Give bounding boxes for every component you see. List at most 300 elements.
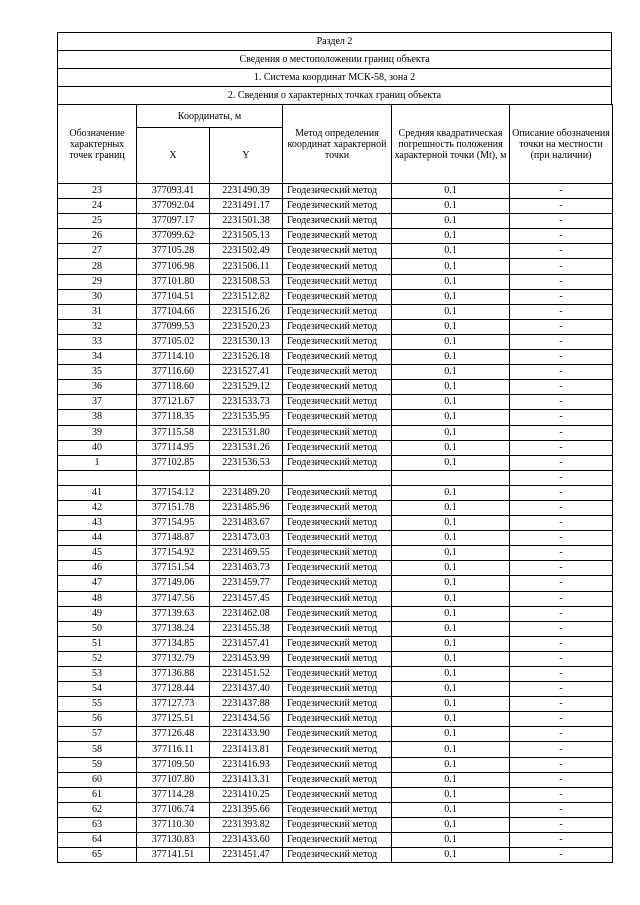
cell-point: 61 [58, 787, 137, 802]
points-title: 2. Сведения о характерных точках границ объекта [57, 86, 612, 104]
cell-method: Геодезический метод [283, 712, 392, 727]
cell-description: - [510, 259, 613, 274]
table-row [58, 470, 613, 485]
table-row [58, 531, 613, 546]
table-row [58, 500, 613, 515]
cell-y: 2231451.47 [210, 848, 283, 863]
cell-y: 2231433.60 [210, 833, 283, 848]
cell-point: 33 [58, 334, 137, 349]
cell-y: 2231512.82 [210, 289, 283, 304]
cell-y: 2231505.13 [210, 229, 283, 244]
cell-description: - [510, 651, 613, 666]
table-row [58, 802, 613, 817]
table-row [58, 410, 613, 425]
table-row [58, 304, 613, 319]
cell-y: 2231531.26 [210, 440, 283, 455]
cell-error: 0.1 [392, 380, 510, 395]
cell-description: - [510, 395, 613, 410]
cell-method: Геодезический метод [283, 742, 392, 757]
table-row [58, 184, 613, 199]
cell-x: 377154.92 [137, 546, 210, 561]
table-row [58, 380, 613, 395]
cell-description: - [510, 229, 613, 244]
table-row [58, 485, 613, 500]
cell-y [210, 470, 283, 485]
table-row [58, 833, 613, 848]
table-row [58, 229, 613, 244]
table-row [58, 757, 613, 772]
table-row [58, 561, 613, 576]
cell-description: - [510, 199, 613, 214]
cell-point: 46 [58, 561, 137, 576]
cell-method: Геодезический метод [283, 561, 392, 576]
cell-error: 0.1 [392, 727, 510, 742]
cell-x: 377118.35 [137, 410, 210, 425]
cell-method: Геодезический метод [283, 772, 392, 787]
cell-error: 0.1 [392, 410, 510, 425]
col-error: Средняя квадратическая погрешность положения характерной точки (Mt), м [392, 105, 510, 184]
cell-method: Геодезический метод [283, 636, 392, 651]
cell-error: 0.1 [392, 274, 510, 289]
cell-point: 57 [58, 727, 137, 742]
cell-description: - [510, 787, 613, 802]
cell-error: 0.1 [392, 561, 510, 576]
cell-method: Геодезический метод [283, 591, 392, 606]
cell-x: 377101.80 [137, 274, 210, 289]
cell-method: Геодезический метод [283, 576, 392, 591]
cell-method: Геодезический метод [283, 304, 392, 319]
cell-x: 377110.30 [137, 817, 210, 832]
table-row [58, 667, 613, 682]
cell-x: 377097.17 [137, 214, 210, 229]
cell-y: 2231462.08 [210, 606, 283, 621]
table-row [58, 848, 613, 863]
cell-point: 63 [58, 817, 137, 832]
cell-x: 377099.53 [137, 319, 210, 334]
cell-description: - [510, 289, 613, 304]
cell-method: Геодезический метод [283, 440, 392, 455]
cell-x: 377139.63 [137, 606, 210, 621]
cell-error: 0.1 [392, 576, 510, 591]
cell-x: 377154.12 [137, 485, 210, 500]
cell-point: 35 [58, 365, 137, 380]
cell-method: Геодезический метод [283, 274, 392, 289]
table-row [58, 697, 613, 712]
cell-description: - [510, 546, 613, 561]
table-row [58, 817, 613, 832]
cell-y: 2231473.03 [210, 531, 283, 546]
cell-error: 0.1 [392, 606, 510, 621]
cell-error: 0.1 [392, 531, 510, 546]
cell-method: Геодезический метод [283, 621, 392, 636]
table-row [58, 742, 613, 757]
cell-point: 26 [58, 229, 137, 244]
cell-x: 377115.58 [137, 425, 210, 440]
cell-description: - [510, 621, 613, 636]
cell-method: Геодезический метод [283, 259, 392, 274]
cell-error: 0.1 [392, 772, 510, 787]
cell-y: 2231463.73 [210, 561, 283, 576]
table-row [58, 425, 613, 440]
cell-x: 377154.95 [137, 516, 210, 531]
cell-point: 41 [58, 485, 137, 500]
cell-x [137, 470, 210, 485]
cell-description: - [510, 697, 613, 712]
table-row [58, 682, 613, 697]
col-description: Описание обозначения точки на местности (при наличии) [510, 105, 613, 184]
cell-y: 2231526.18 [210, 350, 283, 365]
table-row [58, 274, 613, 289]
cell-point: 39 [58, 425, 137, 440]
cell-x: 377114.95 [137, 440, 210, 455]
cell-point: 54 [58, 682, 137, 697]
cell-y: 2231531.80 [210, 425, 283, 440]
cell-error: 0.1 [392, 651, 510, 666]
cell-description: - [510, 410, 613, 425]
table-row [58, 636, 613, 651]
cell-description: - [510, 214, 613, 229]
cell-method: Геодезический метод [283, 319, 392, 334]
cell-point: 30 [58, 289, 137, 304]
cell-y: 2231527.41 [210, 365, 283, 380]
cell-point: 28 [58, 259, 137, 274]
cell-method: Геодезический метод [283, 667, 392, 682]
cell-point: 47 [58, 576, 137, 591]
cell-description: - [510, 455, 613, 470]
cell-method: Геодезический метод [283, 500, 392, 515]
cell-description: - [510, 470, 613, 485]
cell-error: 0.1 [392, 546, 510, 561]
col-x: X [137, 128, 210, 184]
cell-y: 2231410.25 [210, 787, 283, 802]
cell-x: 377149.06 [137, 576, 210, 591]
table-row [58, 334, 613, 349]
cell-description: - [510, 334, 613, 349]
cell-method: Геодезический метод [283, 697, 392, 712]
cell-error: 0.1 [392, 334, 510, 349]
cell-method: Геодезический метод [283, 229, 392, 244]
cell-error: 0.1 [392, 214, 510, 229]
cell-point: 31 [58, 304, 137, 319]
cell-error: 0.1 [392, 848, 510, 863]
cell-point: 45 [58, 546, 137, 561]
cell-error: 0.1 [392, 304, 510, 319]
cell-error: 0.1 [392, 395, 510, 410]
cell-description: - [510, 667, 613, 682]
cell-description: - [510, 712, 613, 727]
cell-method: Геодезический метод [283, 531, 392, 546]
cell-x: 377148.87 [137, 531, 210, 546]
cell-error: 0.1 [392, 787, 510, 802]
boundaries-title: Сведения о местоположении границ объекта [57, 50, 612, 68]
cell-method: Геодезический метод [283, 214, 392, 229]
cell-y: 2231433.90 [210, 727, 283, 742]
cell-description: - [510, 727, 613, 742]
col-y: Y [210, 128, 283, 184]
cell-point: 27 [58, 244, 137, 259]
table-row [58, 199, 613, 214]
cell-point: 59 [58, 757, 137, 772]
cell-point: 64 [58, 833, 137, 848]
cell-description: - [510, 500, 613, 515]
cell-y: 2231485.96 [210, 500, 283, 515]
table-row [58, 727, 613, 742]
cell-description: - [510, 319, 613, 334]
cell-x: 377127.73 [137, 697, 210, 712]
cell-y: 2231516.26 [210, 304, 283, 319]
table-row [58, 591, 613, 606]
cell-y: 2231491.17 [210, 199, 283, 214]
cell-description: - [510, 591, 613, 606]
cell-x: 377134.85 [137, 636, 210, 651]
cell-error: 0.1 [392, 184, 510, 199]
cell-description: - [510, 485, 613, 500]
cell-y: 2231434.56 [210, 712, 283, 727]
cell-point: 49 [58, 606, 137, 621]
table-row [58, 712, 613, 727]
cell-x: 377106.74 [137, 802, 210, 817]
table-row [58, 350, 613, 365]
cell-x: 377104.51 [137, 289, 210, 304]
col-coordinates: Координаты, м [137, 105, 283, 128]
coordinate-system: 1. Система координат МСК-58, зона 2 [57, 68, 612, 86]
cell-description: - [510, 802, 613, 817]
cell-x: 377093.41 [137, 184, 210, 199]
table-row [58, 546, 613, 561]
cell-description: - [510, 274, 613, 289]
cell-description: - [510, 244, 613, 259]
cell-method: Геодезический метод [283, 184, 392, 199]
cell-point: 62 [58, 802, 137, 817]
cell-x: 377151.78 [137, 500, 210, 515]
cell-point: 29 [58, 274, 137, 289]
cell-method: Геодезический метод [283, 546, 392, 561]
cell-method: Геодезический метод [283, 727, 392, 742]
cell-method: Геодезический метод [283, 682, 392, 697]
cell-y: 2231535.95 [210, 410, 283, 425]
cell-method: Геодезический метод [283, 833, 392, 848]
cell-point: 1 [58, 455, 137, 470]
cell-error: 0.1 [392, 199, 510, 214]
cell-description: - [510, 516, 613, 531]
cell-point: 44 [58, 531, 137, 546]
cell-description: - [510, 772, 613, 787]
cell-description: - [510, 380, 613, 395]
table-row [58, 440, 613, 455]
cell-description: - [510, 576, 613, 591]
cell-y: 2231501.38 [210, 214, 283, 229]
cell-x: 377121.67 [137, 395, 210, 410]
cell-error: 0.1 [392, 712, 510, 727]
section-title: Раздел 2 [57, 32, 612, 50]
cell-method: Геодезический метод [283, 757, 392, 772]
cell-point: 60 [58, 772, 137, 787]
cell-x: 377106.98 [137, 259, 210, 274]
cell-method: Геодезический метод [283, 380, 392, 395]
cell-y: 2231459.77 [210, 576, 283, 591]
cell-error: 0.1 [392, 667, 510, 682]
cell-method: Геодезический метод [283, 334, 392, 349]
cell-error: 0.1 [392, 365, 510, 380]
cell-point: 32 [58, 319, 137, 334]
cell-method: Геодезический метод [283, 485, 392, 500]
cell-y: 2231483.67 [210, 516, 283, 531]
cell-x: 377116.60 [137, 365, 210, 380]
table-row [58, 787, 613, 802]
cell-y: 2231508.53 [210, 274, 283, 289]
table-row [58, 244, 613, 259]
cell-y: 2231530.13 [210, 334, 283, 349]
cell-error [392, 470, 510, 485]
cell-method: Геодезический метод [283, 651, 392, 666]
cell-error: 0.1 [392, 817, 510, 832]
cell-description: - [510, 304, 613, 319]
cell-method: Геодезический метод [283, 365, 392, 380]
cell-error: 0.1 [392, 802, 510, 817]
cell-point: 65 [58, 848, 137, 863]
table-row [58, 576, 613, 591]
cell-y: 2231529.12 [210, 380, 283, 395]
cell-y: 2231393.82 [210, 817, 283, 832]
cell-x: 377104.66 [137, 304, 210, 319]
cell-point: 34 [58, 350, 137, 365]
table-row [58, 289, 613, 304]
table-row [58, 365, 613, 380]
cell-y: 2231413.81 [210, 742, 283, 757]
cell-description: - [510, 440, 613, 455]
cell-point: 24 [58, 199, 137, 214]
cell-error: 0.1 [392, 697, 510, 712]
cell-error: 0.1 [392, 425, 510, 440]
cell-method: Геодезический метод [283, 817, 392, 832]
cell-description: - [510, 682, 613, 697]
cell-method: Геодезический метод [283, 455, 392, 470]
cell-error: 0.1 [392, 319, 510, 334]
cell-error: 0.1 [392, 591, 510, 606]
cell-y: 2231490.39 [210, 184, 283, 199]
cell-x: 377141.51 [137, 848, 210, 863]
cell-x: 377092.04 [137, 199, 210, 214]
cell-method: Геодезический метод [283, 289, 392, 304]
cell-point: 53 [58, 667, 137, 682]
points-table [57, 104, 613, 863]
cell-point: 37 [58, 395, 137, 410]
cell-y: 2231457.45 [210, 591, 283, 606]
cell-error: 0.1 [392, 742, 510, 757]
cell-method [283, 470, 392, 485]
cell-y: 2231457.41 [210, 636, 283, 651]
cell-y: 2231455.38 [210, 621, 283, 636]
cell-error: 0.1 [392, 350, 510, 365]
cell-error: 0.1 [392, 833, 510, 848]
cell-point: 55 [58, 697, 137, 712]
cell-method: Геодезический метод [283, 410, 392, 425]
cell-error: 0.1 [392, 259, 510, 274]
table-row [58, 651, 613, 666]
cell-point: 51 [58, 636, 137, 651]
table-row [58, 621, 613, 636]
cell-x: 377116.11 [137, 742, 210, 757]
cell-error: 0.1 [392, 244, 510, 259]
cell-y: 2231506.11 [210, 259, 283, 274]
cell-description: - [510, 757, 613, 772]
cell-method: Геодезический метод [283, 244, 392, 259]
table-row [58, 259, 613, 274]
cell-method: Геодезический метод [283, 802, 392, 817]
cell-error: 0.1 [392, 500, 510, 515]
cell-description: - [510, 636, 613, 651]
cell-description: - [510, 350, 613, 365]
cell-point: 40 [58, 440, 137, 455]
cell-point: 25 [58, 214, 137, 229]
cell-description: - [510, 848, 613, 863]
cell-x: 377128.44 [137, 682, 210, 697]
cell-point [58, 470, 137, 485]
cell-x: 377099.62 [137, 229, 210, 244]
table-row [58, 395, 613, 410]
cell-y: 2231533.73 [210, 395, 283, 410]
cell-y: 2231395.66 [210, 802, 283, 817]
cell-point: 36 [58, 380, 137, 395]
cell-x: 377151.54 [137, 561, 210, 576]
cell-y: 2231451.52 [210, 667, 283, 682]
cell-description: - [510, 742, 613, 757]
table-row [58, 772, 613, 787]
cell-error: 0.1 [392, 516, 510, 531]
cell-method: Геодезический метод [283, 395, 392, 410]
table-row [58, 455, 613, 470]
cell-y: 2231502.49 [210, 244, 283, 259]
cell-error: 0.1 [392, 757, 510, 772]
cell-method: Геодезический метод [283, 516, 392, 531]
table-row [58, 214, 613, 229]
cell-x: 377114.10 [137, 350, 210, 365]
cell-x: 377136.88 [137, 667, 210, 682]
cell-point: 42 [58, 500, 137, 515]
cell-description: - [510, 561, 613, 576]
cell-method: Геодезический метод [283, 787, 392, 802]
table-row [58, 319, 613, 334]
cell-x: 377132.79 [137, 651, 210, 666]
cell-x: 377118.60 [137, 380, 210, 395]
cell-x: 377130.83 [137, 833, 210, 848]
table-row [58, 516, 613, 531]
cell-method: Геодезический метод [283, 606, 392, 621]
cell-description: - [510, 184, 613, 199]
cell-x: 377102.85 [137, 455, 210, 470]
cell-y: 2231536.53 [210, 455, 283, 470]
cell-x: 377105.28 [137, 244, 210, 259]
cell-error: 0.1 [392, 636, 510, 651]
cell-point: 52 [58, 651, 137, 666]
cell-error: 0.1 [392, 440, 510, 455]
cell-description: - [510, 606, 613, 621]
cell-error: 0.1 [392, 485, 510, 500]
cell-point: 48 [58, 591, 137, 606]
cell-y: 2231437.40 [210, 682, 283, 697]
cell-x: 377138.24 [137, 621, 210, 636]
document-page [57, 32, 612, 863]
cell-method: Геодезический метод [283, 350, 392, 365]
cell-x: 377109.50 [137, 757, 210, 772]
cell-point: 56 [58, 712, 137, 727]
cell-point: 38 [58, 410, 137, 425]
cell-error: 0.1 [392, 621, 510, 636]
cell-method: Геодезический метод [283, 848, 392, 863]
table-body [58, 184, 613, 863]
cell-error: 0.1 [392, 229, 510, 244]
cell-point: 58 [58, 742, 137, 757]
